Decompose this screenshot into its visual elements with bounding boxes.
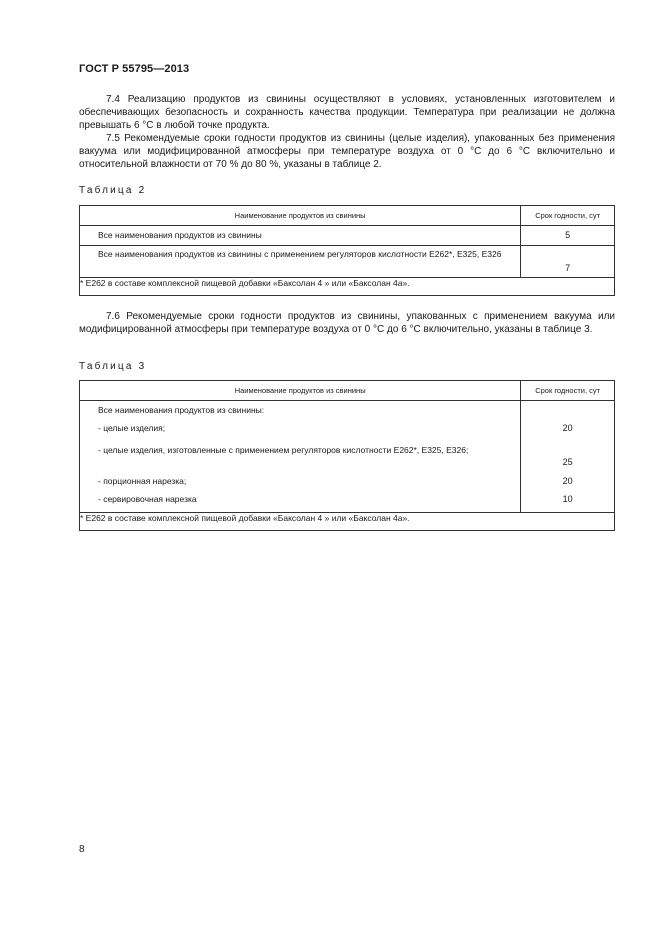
table-2-caption: Таблица 2 [79,185,147,196]
table-3 [79,380,615,531]
header-product-name: Наименование продуктов из свинины [80,206,521,226]
paragraph-7-5: 7.5 Рекомендуемые сроки годности продуктов из свинины (целые изделия), упакованных без применения вакуума или модифицированной атмосферы при температуре воздуха от 0 °С до 6 °С включительно и относительной влажности от 70 % до 80 %, указаны в таблице 2. [79,133,615,170]
row-product-name: Все наименования продуктов из свинины [80,226,521,246]
table-header-row [80,381,615,401]
paragraph-7-4: 7.4 Реализацию продуктов из свинины осуществляют в условиях, установленных изготовителем и обеспечивающих безопасность и сохранность качества продукции. Температура при реализации не должна превышать 6 °С в любой точке продукта. [79,94,615,131]
shelf-life-value: 10 [562,494,573,504]
table-body-row [80,401,615,513]
product-list-cell [80,401,521,513]
shelf-life-cell [521,401,615,513]
header-shelf-life: Срок годности, сут [521,206,615,226]
table-footnote-row [80,513,615,531]
row-shelf-life: 5 [521,226,615,246]
list-intro: Все наименования продуктов из свинины: [98,405,265,415]
header-product-name: Наименование продуктов из свинины [80,381,521,401]
table-2 [79,205,615,296]
document-id: ГОСТ Р 55795—2013 [79,63,190,75]
list-item: - сервировочная нарезка [98,494,197,504]
list-item: - целые изделия; [98,423,166,433]
list-item: - целые изделия, изготовленные с применением регуляторов кислотности Е262*, Е325, Е326; [98,445,469,455]
header-shelf-life: Срок годности, сут [521,381,615,401]
paragraph-7-6: 7.6 Рекомендуемые сроки годности продуктов из свинины, упакованных с применением вакуума или модифицированной атмосферы при температуре воздуха от 0 °С до 6 °С включительно, указаны в таблице 3. [79,311,615,335]
table-header-row [80,206,615,226]
table-footnote: * Е262 в составе комплексной пищевой добавки «Баксолан 4 » или «Баксолан 4а». [80,278,615,296]
table-footnote: * Е262 в составе комплексной пищевой добавки «Баксолан 4 » или «Баксолан 4а». [80,513,615,531]
row-shelf-life: 7 [521,246,615,278]
shelf-life-value: 25 [562,457,573,467]
list-item: - порционная нарезка; [98,476,187,486]
shelf-life-value: 20 [562,423,573,433]
table-3-caption: Таблица 3 [79,361,147,372]
table-footnote-row [80,278,615,296]
row-product-name: Все наименования продуктов из свинины с применением регуляторов кислотности Е262*, Е325, Е326 [80,246,521,278]
table-row [80,226,615,246]
table-row [80,246,615,278]
page-number: 8 [79,844,85,855]
shelf-life-value: 20 [562,476,573,486]
